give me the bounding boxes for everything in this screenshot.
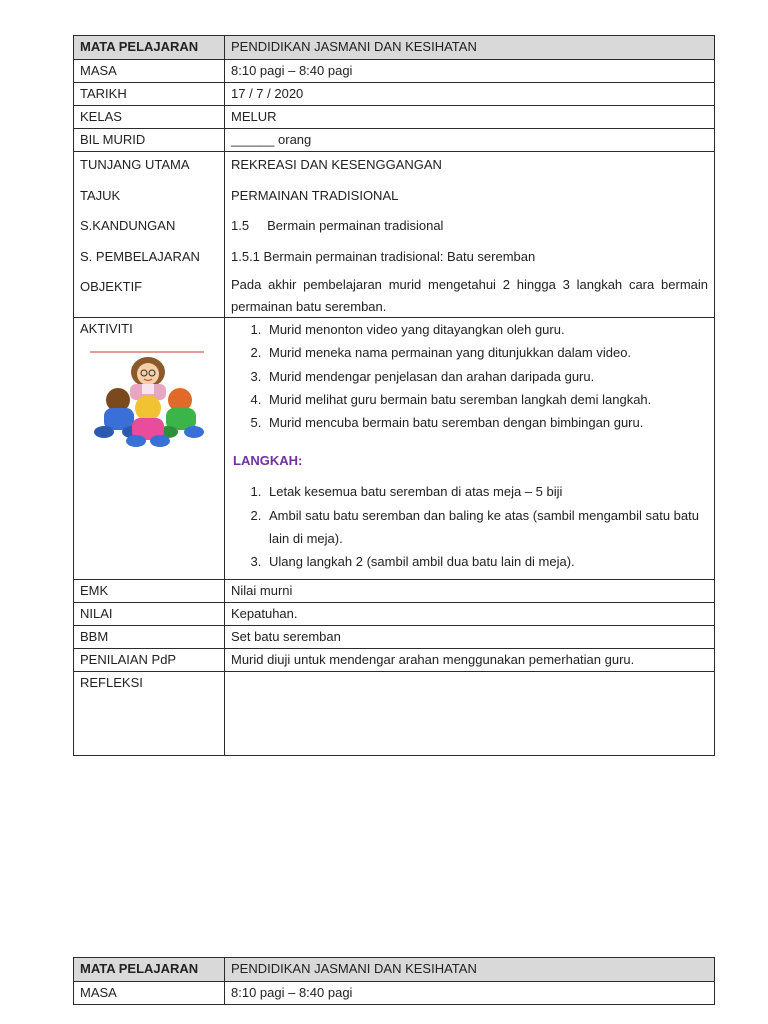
value-pembelajaran: 1.5.1 Bermain permainan tradisional: Batu seremban xyxy=(231,248,536,264)
aktiviti-item: 4. Murid melihat guru bermain batu seremban langkah demi langkah. xyxy=(265,388,708,411)
row-mata-pelajaran xyxy=(74,36,715,60)
label-nilai: NILAI xyxy=(74,603,225,626)
label-kelas: KELAS xyxy=(74,106,225,129)
value-emk: Nilai murni xyxy=(225,580,715,603)
value-penilaian: Murid diuji untuk mendengar arahan menggunakan pemerhatian guru. xyxy=(225,649,715,672)
row-tarikh xyxy=(74,83,715,106)
label-refleksi: REFLEKSI xyxy=(74,672,225,756)
aktiviti-item: 1. Murid menonton video yang ditayangkan oleh guru. xyxy=(265,318,708,341)
label-pembelajaran: S. PEMBELAJARAN xyxy=(80,248,200,264)
label-bil-murid: BIL MURID xyxy=(74,129,225,152)
value-masa-2: 8:10 pagi – 8:40 pagi xyxy=(225,982,715,1005)
label-tajuk: TAJUK xyxy=(80,187,121,203)
aktiviti-list xyxy=(231,318,708,434)
label-penilaian: PENILAIAN PdP xyxy=(74,649,225,672)
label-kandungan: S.KANDUNGAN xyxy=(80,218,176,233)
value-kelas: MELUR xyxy=(225,106,715,129)
value-objektif: Pada akhir pembelajaran murid mengetahui 2 hingga 3 langkah cara bermain permainan batu seremban. xyxy=(231,277,708,314)
label-masa: MASA xyxy=(74,60,225,83)
value-tajuk: PERMAINAN TRADISIONAL xyxy=(231,187,399,203)
value-mata-pelajaran-2: PENDIDIKAN JASMANI DAN KESIHATAN xyxy=(225,958,715,982)
value-masa: 8:10 pagi – 8:40 pagi xyxy=(225,60,715,83)
row-penilaian xyxy=(74,649,715,672)
details-labels xyxy=(74,152,225,318)
label-tarikh: TARIKH xyxy=(74,83,225,106)
value-mata-pelajaran: PENDIDIKAN JASMANI DAN KESIHATAN xyxy=(225,36,715,60)
row-nilai xyxy=(74,603,715,626)
langkah-title: LANGKAH: xyxy=(233,453,303,469)
details-values xyxy=(225,152,715,318)
row-bbm xyxy=(74,626,715,649)
value-refleksi[interactable] xyxy=(225,672,715,756)
label-tunjang: TUNJANG UTAMA xyxy=(80,157,190,172)
label-bbm: BBM xyxy=(74,626,225,649)
row-aktiviti xyxy=(74,318,715,580)
label-mata-pelajaran: MATA PELAJARAN xyxy=(74,36,225,60)
label-aktiviti: AKTIVITI xyxy=(80,321,133,336)
row-refleksi xyxy=(74,672,715,756)
value-kandungan: 1.5 Bermain permainan tradisional xyxy=(231,218,444,233)
value-nilai: Kepatuhan. xyxy=(225,603,715,626)
value-bil-murid xyxy=(225,129,715,152)
value-bbm: Set batu seremban xyxy=(225,626,715,649)
blank-line: ______ xyxy=(231,132,275,147)
langkah-item: 3. Ulang langkah 2 (sambil ambil dua batu lain di meja). xyxy=(265,550,708,573)
label-masa-2: MASA xyxy=(74,982,225,1005)
aktiviti-item: 5. Murid mencuba bermain batu seremban dengan bimbingan guru. xyxy=(265,411,708,434)
label-mata-pelajaran-2: MATA PELAJARAN xyxy=(74,958,225,982)
value-tunjang: REKREASI DAN KESENGGANGAN xyxy=(231,157,442,172)
aktiviti-item: 2. Murid meneka nama permainan yang ditunjukkan dalam video. xyxy=(265,341,708,364)
row-emk xyxy=(74,580,715,603)
lesson-plan-table-2 xyxy=(73,957,715,1005)
langkah-item: 1. Letak kesemua batu seremban di atas meja – 5 biji xyxy=(265,480,708,503)
row-masa xyxy=(74,60,715,83)
langkah-item: 2. Ambil satu batu seremban dan baling ke atas (sambil mengambil satu batu lain di meja). xyxy=(265,504,708,551)
row-bil-murid xyxy=(74,129,715,152)
langkah-list xyxy=(231,480,708,573)
teacher-children-illustration xyxy=(80,348,218,455)
unit-orang: orang xyxy=(278,132,312,147)
row-kelas xyxy=(74,106,715,129)
label-objektif: OBJEKTIF xyxy=(80,279,143,294)
aktiviti-label-cell xyxy=(74,318,225,580)
aktiviti-item: 3. Murid mendengar penjelasan dan arahan daripada guru. xyxy=(265,365,708,388)
aktiviti-content-cell xyxy=(225,318,715,580)
row-masa-2 xyxy=(74,982,715,1005)
value-tarikh: 17 / 7 / 2020 xyxy=(225,83,715,106)
label-emk: EMK xyxy=(74,580,225,603)
lesson-plan-table xyxy=(73,35,715,756)
row-mata-pelajaran-2 xyxy=(74,958,715,982)
row-details xyxy=(74,152,715,318)
teacher-children-icon xyxy=(80,348,210,448)
